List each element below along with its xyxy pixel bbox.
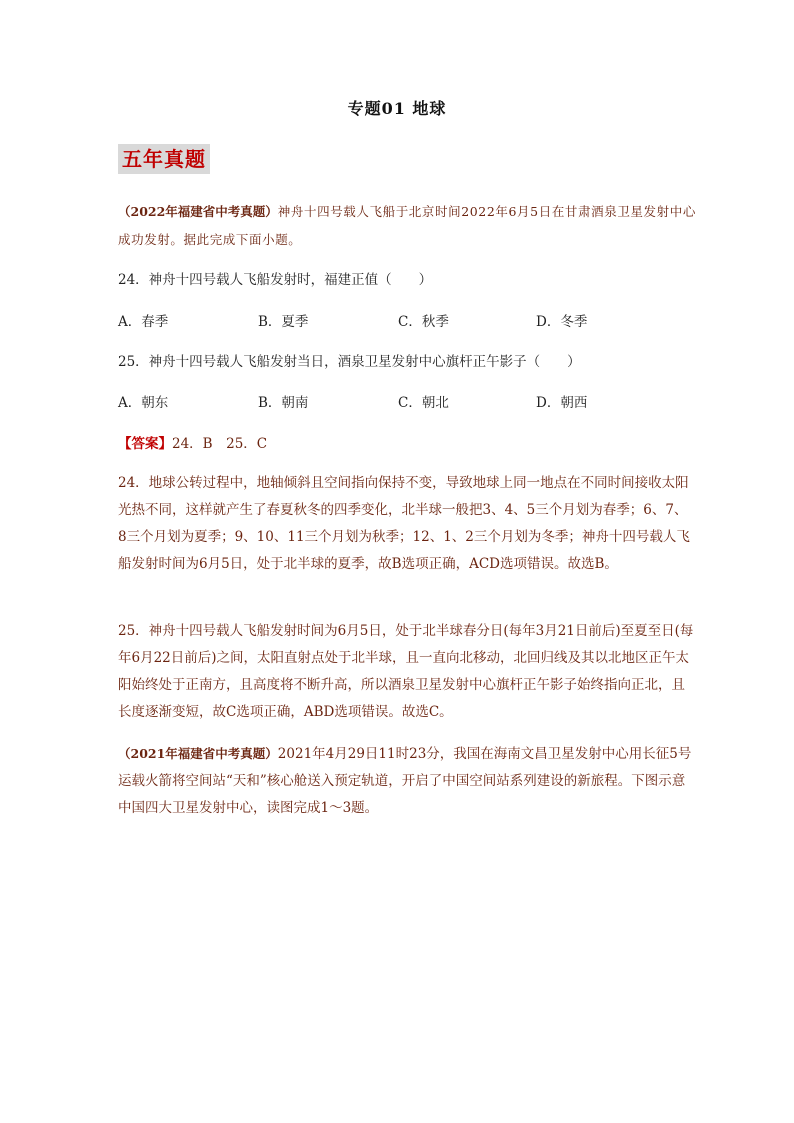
section-heading: 五年真题 (118, 144, 210, 174)
question-source-2021: （2021年福建省中考真题） (118, 746, 278, 761)
question-25-stem: 25．神舟十四号载人飞船发射当日，酒泉卫星发射中心旗杆正午影子（ ） (118, 354, 581, 370)
question-intro-2021: 2021年4月29日11时23分，我国在海南文昌卫星发射中心用长征5号运载火箭将空间站“天和”核心舱送入预定轨道，开启了中国空间站系列建设的新旅程。下图示意中国四大卫星发射中心，读图完成1～3题。 (118, 746, 692, 816)
question-25-option-c: C．朝北 (398, 395, 449, 411)
question-intro: 神舟十四号载人飞船于北京时间2022年6月5日在甘肃酒泉卫星发射中心成功发射。据此完成下面小题。 (118, 204, 696, 247)
answer-line (118, 432, 267, 452)
question-24-option-b: B．夏季 (258, 314, 309, 330)
page-title: 专题01 地球 (347, 99, 447, 118)
question-block-2022-intro (118, 198, 696, 254)
question-24-option-c: C．秋季 (398, 314, 449, 330)
answer-label: 【答案】 (118, 436, 172, 452)
answer-text: 24．B 25．C (172, 436, 268, 452)
explanation-25: 25．神舟十四号载人飞船发射时间为6月5日，处于北半球春分日(每年3月21日前后)至夏至日(每年6月22日前后)之间，太阳直射点处于北半球，且一直向北移动，北回归线及其以北地区正午太阳始终处于正南方，且高度将不断升高，所以酒泉卫星发射中心旗杆正午影子始终指向正北，且长度逐渐变短，故C选项正确，ABD选项错误。故选C。 (118, 623, 694, 720)
question-24-option-d: D．冬季 (536, 314, 588, 330)
explanation-24: 24．地球公转过程中，地轴倾斜且空间指向保持不变，导致地球上同一地点在不同时间接收太阳光热不同，这样就产生了春夏秋冬的四季变化，北半球一般把3、4、5三个月划为春季；6、7、8三个月划为夏季；9、10、11三个月划为秋季；12、1、2三个月划为冬季；神舟十四号载人飞船发射时间为6月5日，处于北半球的夏季，故B选项正确，ACD选项错误。故选B。 (118, 475, 690, 572)
question-source: （2022年福建省中考真题） (118, 204, 278, 219)
question-25-option-a: A．朝东 (118, 395, 169, 411)
question-25-option-b: B．朝南 (258, 395, 309, 411)
question-25-option-d: D．朝西 (536, 395, 588, 411)
question-block-2021-intro (118, 740, 696, 822)
question-24-stem: 24．神舟十四号载人飞船发射时，福建正值（ ） (118, 272, 433, 288)
question-24-option-a: A．春季 (118, 314, 169, 330)
